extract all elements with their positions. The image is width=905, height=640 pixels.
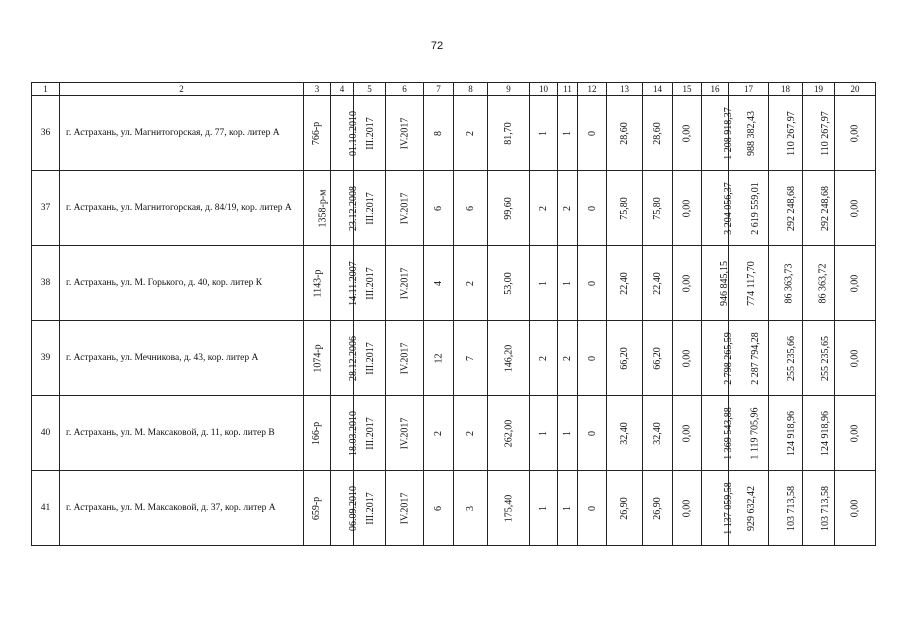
cell-area-resettled	[607, 171, 643, 246]
cell-area-resettled	[607, 246, 643, 321]
cell-area-resettled	[607, 396, 643, 471]
cell-area-resettled	[607, 96, 643, 171]
cell-order-date	[331, 396, 359, 471]
cell-apartments-count	[558, 171, 578, 246]
cell-text: IV.2017	[398, 342, 410, 374]
cell-text: 946 845,15	[719, 260, 730, 306]
cell-text: 146,20	[503, 344, 514, 372]
cell-text: 175,40	[503, 494, 514, 522]
cell-text: 262,00	[503, 419, 514, 447]
column-header: 18	[769, 83, 803, 96]
cell-text: 2	[433, 430, 444, 436]
cell-city-share	[803, 246, 835, 321]
cell-residents-total	[424, 321, 454, 396]
cell-text: 1	[562, 505, 573, 511]
cell-row-number: 38	[32, 246, 60, 321]
cell-end-quarter	[386, 96, 424, 171]
cell-fund-share	[729, 246, 769, 321]
cell-order-number	[304, 321, 331, 396]
cell-text: 81,70	[503, 121, 514, 145]
cell-order-date	[331, 171, 359, 246]
cell-text: 292 248,68	[786, 185, 797, 231]
cell-text: 1143-р	[312, 269, 324, 297]
cell-apartments-total	[454, 246, 488, 321]
cell-text: 12	[433, 353, 444, 363]
cell-text: III.2017	[364, 341, 376, 375]
cell-region-share	[769, 96, 803, 171]
cell-private-count	[578, 396, 607, 471]
cell-other-share	[835, 321, 876, 396]
cell-text: 0	[586, 280, 598, 286]
cell-text: 32,40	[652, 421, 663, 445]
cell-total-area	[488, 471, 530, 546]
cell-text: 0,00	[849, 274, 861, 292]
cell-text: 2	[538, 205, 549, 211]
cell-text: 1	[538, 280, 549, 286]
cell-text: 06.09.2010	[348, 485, 359, 531]
cell-fund-share	[729, 96, 769, 171]
cell-residents-total	[424, 396, 454, 471]
cell-text: 103 713,58	[786, 485, 797, 531]
column-header: 11	[558, 83, 578, 96]
cell-text: 66,20	[652, 346, 663, 370]
cell-private-count	[578, 471, 607, 546]
cell-apartments-resettled	[530, 321, 558, 396]
cell-row-number: 40	[32, 396, 60, 471]
cell-end-quarter	[386, 171, 424, 246]
cell-order-number	[304, 396, 331, 471]
column-header: 12	[578, 83, 607, 96]
cell-row-number: 41	[32, 471, 60, 546]
column-header: 17	[729, 83, 769, 96]
cell-text: 2	[562, 355, 573, 361]
column-header: 5	[354, 83, 386, 96]
cell-text: 1 369 543,88	[722, 406, 734, 460]
cell-order-number	[304, 171, 331, 246]
cell-area-resettled	[607, 471, 643, 546]
cell-apartments-total	[454, 396, 488, 471]
cell-text: 0	[586, 430, 598, 436]
cell-text: 22,40	[652, 271, 663, 295]
column-header: 2	[60, 83, 304, 96]
cell-residents-total	[424, 471, 454, 546]
cell-fund-share	[729, 171, 769, 246]
cell-text: 0,00	[681, 424, 693, 442]
cell-text: 255 235,66	[786, 335, 797, 381]
cell-region-share	[769, 171, 803, 246]
cell-text: 1	[538, 505, 549, 511]
cell-text: 0,00	[849, 349, 861, 367]
column-header: 7	[424, 83, 454, 96]
cell-row-number: 39	[32, 321, 60, 396]
cell-text: 2	[465, 130, 476, 136]
cell-area-municipal	[643, 396, 673, 471]
cell-text: 32,40	[619, 421, 630, 445]
cell-order-date	[331, 96, 359, 171]
cell-text: 988 382,43	[746, 110, 757, 156]
column-header: 4	[331, 83, 354, 96]
table-row	[32, 396, 876, 471]
cell-area-private	[673, 246, 702, 321]
cell-text: 2 287 794,28	[749, 331, 761, 385]
cell-area-municipal	[643, 321, 673, 396]
cell-text: 22,40	[619, 271, 630, 295]
cell-end-quarter	[386, 471, 424, 546]
cell-fund-share	[729, 471, 769, 546]
cell-text: IV.2017	[398, 192, 410, 224]
cell-text: 8	[433, 130, 444, 136]
cell-order-number	[304, 246, 331, 321]
cell-address: г. Астрахань, ул. М. Горького, д. 40, кор. литер К	[60, 246, 304, 321]
cell-text: IV.2017	[398, 117, 410, 149]
cell-area-municipal	[643, 171, 673, 246]
cell-text: 86 363,73	[783, 263, 795, 303]
cell-text: 26,90	[619, 496, 630, 520]
cell-text: 3 204 056,37	[722, 181, 734, 235]
cell-apartments-total	[454, 171, 488, 246]
column-header: 6	[386, 83, 424, 96]
cell-area-municipal	[643, 246, 673, 321]
cell-region-share	[769, 246, 803, 321]
cell-apartments-resettled	[530, 246, 558, 321]
column-header: 8	[454, 83, 488, 96]
column-header: 14	[643, 83, 673, 96]
table-row	[32, 171, 876, 246]
cell-region-share	[769, 321, 803, 396]
cell-text: 2	[465, 280, 476, 286]
cell-address: г. Астрахань, ул. Магнитогорская, д. 84/19, кор. литер А	[60, 171, 304, 246]
cell-area-private	[673, 396, 702, 471]
cell-city-share	[803, 171, 835, 246]
cell-text: 766-р	[311, 121, 323, 145]
cell-text: 0	[586, 505, 598, 511]
cell-apartments-count	[558, 246, 578, 321]
cell-text: IV.2017	[398, 267, 410, 299]
cell-other-share	[835, 171, 876, 246]
cell-end-quarter	[386, 321, 424, 396]
cell-text: 0,00	[849, 124, 861, 142]
column-header: 19	[803, 83, 835, 96]
cell-text: 1 208 918,37	[722, 106, 734, 160]
cell-text: 18.03.2010	[348, 410, 359, 456]
cell-text: 99,60	[503, 196, 514, 220]
cell-text: 28.12.2006	[348, 335, 359, 381]
table-body	[32, 96, 876, 546]
cell-text: 929 632,42	[746, 485, 757, 531]
cell-total-area	[488, 96, 530, 171]
cell-text: 292 248,68	[820, 185, 831, 231]
cell-private-count	[578, 321, 607, 396]
cell-text: 01.10.2010	[348, 110, 359, 156]
cell-apartments-resettled	[530, 96, 558, 171]
cell-text: 66,20	[619, 346, 630, 370]
cell-private-count	[578, 96, 607, 171]
cell-cost-total	[702, 321, 734, 396]
cell-text: 26,90	[652, 496, 663, 520]
cell-residents-total	[424, 171, 454, 246]
cell-fund-share	[729, 321, 769, 396]
cell-total-area	[488, 396, 530, 471]
table-row	[32, 321, 876, 396]
cell-address: г. Астрахань, ул. Магнитогорская, д. 77, кор. литер А	[60, 96, 304, 171]
cell-text: 86 363,72	[817, 263, 829, 303]
cell-text: 1	[562, 280, 573, 286]
cell-apartments-count	[558, 96, 578, 171]
cell-text: IV.2017	[398, 492, 410, 524]
cell-area-private	[673, 471, 702, 546]
cell-row-number: 36	[32, 96, 60, 171]
cell-total-area	[488, 246, 530, 321]
cell-text: 28,60	[652, 121, 663, 145]
cell-order-date	[331, 321, 359, 396]
cell-apartments-total	[454, 96, 488, 171]
cell-area-private	[673, 321, 702, 396]
column-header: 13	[607, 83, 643, 96]
cell-order-number	[304, 471, 331, 546]
cell-text: 774 117,70	[745, 260, 757, 306]
column-header: 15	[673, 83, 702, 96]
cell-text: 2 798 265,59	[722, 331, 734, 385]
data-table	[31, 82, 876, 546]
cell-text: 659-р	[311, 496, 323, 520]
cell-text: 2 619 559,01	[749, 181, 761, 235]
cell-text: 1	[538, 430, 549, 436]
cell-text: 0,00	[849, 499, 861, 517]
cell-apartments-resettled	[530, 396, 558, 471]
cell-text: 124 918,96	[786, 410, 797, 456]
cell-other-share	[835, 396, 876, 471]
cell-text: 1 119 705,96	[749, 406, 761, 460]
cell-row-number: 37	[32, 171, 60, 246]
cell-text: 1358-р-м	[317, 189, 329, 227]
cell-address: г. Астрахань, ул. Мечникова, д. 43, кор. литер А	[60, 321, 304, 396]
cell-cost-total	[702, 396, 734, 471]
cell-text: 0,00	[681, 199, 693, 217]
cell-region-share	[769, 471, 803, 546]
cell-text: 2	[538, 355, 549, 361]
cell-text: 1	[562, 130, 573, 136]
cell-apartments-resettled	[530, 471, 558, 546]
cell-city-share	[803, 96, 835, 171]
cell-text: 124 918,96	[820, 410, 831, 456]
cell-apartments-count	[558, 321, 578, 396]
cell-private-count	[578, 171, 607, 246]
cell-cost-total	[702, 246, 729, 321]
cell-text: 2	[562, 205, 573, 211]
column-header: 20	[835, 83, 876, 96]
table-row	[32, 246, 876, 321]
cell-text: 6	[433, 505, 444, 511]
cell-area-private	[673, 171, 702, 246]
cell-text: 14.11.2007	[347, 260, 359, 306]
cell-text: III.2017	[364, 416, 376, 450]
cell-text: 110 267,97	[785, 110, 797, 156]
cell-text: 1074-р	[312, 343, 324, 373]
cell-city-share	[803, 471, 835, 546]
cell-text: 103 713,58	[820, 485, 831, 531]
table-row	[32, 96, 876, 171]
cell-text: 6	[465, 205, 476, 211]
cell-text: 0,00	[681, 124, 693, 142]
cell-other-share	[835, 96, 876, 171]
page-number: 72	[430, 40, 444, 52]
header-row	[32, 83, 876, 96]
cell-text: 23.12.2008	[348, 185, 359, 231]
cell-text: 4	[433, 280, 444, 286]
cell-city-share	[803, 321, 835, 396]
cell-region-share	[769, 396, 803, 471]
cell-apartments-count	[558, 396, 578, 471]
cell-text: 0	[586, 355, 598, 361]
cell-order-date	[331, 471, 359, 546]
cell-text: IV.2017	[398, 417, 410, 449]
cell-text: 53,00	[503, 271, 514, 295]
column-header: 10	[530, 83, 558, 96]
cell-text: 28,60	[619, 121, 630, 145]
column-header: 1	[32, 83, 60, 96]
cell-text: 1	[538, 130, 549, 136]
cell-text: 0,00	[849, 424, 861, 442]
cell-other-share	[835, 246, 876, 321]
cell-text: 2	[465, 430, 476, 436]
cell-text: 1	[562, 430, 573, 436]
cell-text: 1 137 059,58	[722, 481, 734, 535]
cell-text: III.2017	[364, 191, 376, 225]
cell-text: 7	[465, 355, 476, 361]
cell-end-quarter	[386, 396, 424, 471]
cell-residents-total	[424, 246, 454, 321]
cell-text: 6	[433, 205, 444, 211]
cell-text: 0	[586, 205, 598, 211]
cell-text: III.2017	[364, 266, 376, 300]
cell-order-number	[304, 96, 331, 171]
cell-text: 0	[586, 130, 598, 136]
cell-cost-total	[702, 171, 734, 246]
cell-residents-total	[424, 96, 454, 171]
cell-text: 0,00	[849, 199, 861, 217]
cell-apartments-total	[454, 321, 488, 396]
cell-area-municipal	[643, 471, 673, 546]
cell-apartments-resettled	[530, 171, 558, 246]
cell-text: 75,80	[619, 196, 630, 220]
cell-text: 255 235,65	[820, 335, 831, 381]
cell-text: 0,00	[681, 499, 693, 517]
cell-address: г. Астрахань, ул. М. Максаковой, д. 11, кор. литер В	[60, 396, 304, 471]
cell-cost-total	[702, 471, 734, 546]
cell-text: 110 267,97	[819, 110, 831, 156]
cell-end-quarter	[386, 246, 424, 321]
column-header: 9	[488, 83, 530, 96]
table-row	[32, 471, 876, 546]
cell-text: 0,00	[681, 274, 693, 292]
cell-text: 166-р	[311, 421, 323, 445]
cell-address: г. Астрахань, ул. М. Максаковой, д. 37, кор. литер А	[60, 471, 304, 546]
cell-order-date	[331, 246, 359, 321]
cell-apartments-count	[558, 471, 578, 546]
cell-area-municipal	[643, 96, 673, 171]
cell-total-area	[488, 171, 530, 246]
cell-other-share	[835, 471, 876, 546]
cell-total-area	[488, 321, 530, 396]
cell-apartments-total	[454, 471, 488, 546]
cell-area-resettled	[607, 321, 643, 396]
cell-text: III.2017	[364, 116, 376, 150]
cell-private-count	[578, 246, 607, 321]
cell-text: 3	[465, 505, 476, 511]
column-header: 16	[702, 83, 729, 96]
column-header: 3	[304, 83, 331, 96]
cell-text: 0,00	[681, 349, 693, 367]
cell-city-share	[803, 396, 835, 471]
cell-fund-share	[729, 396, 769, 471]
cell-text: III.2017	[364, 491, 376, 525]
cell-area-private	[673, 96, 702, 171]
cell-cost-total	[702, 96, 734, 171]
cell-text: 75,80	[652, 196, 663, 220]
